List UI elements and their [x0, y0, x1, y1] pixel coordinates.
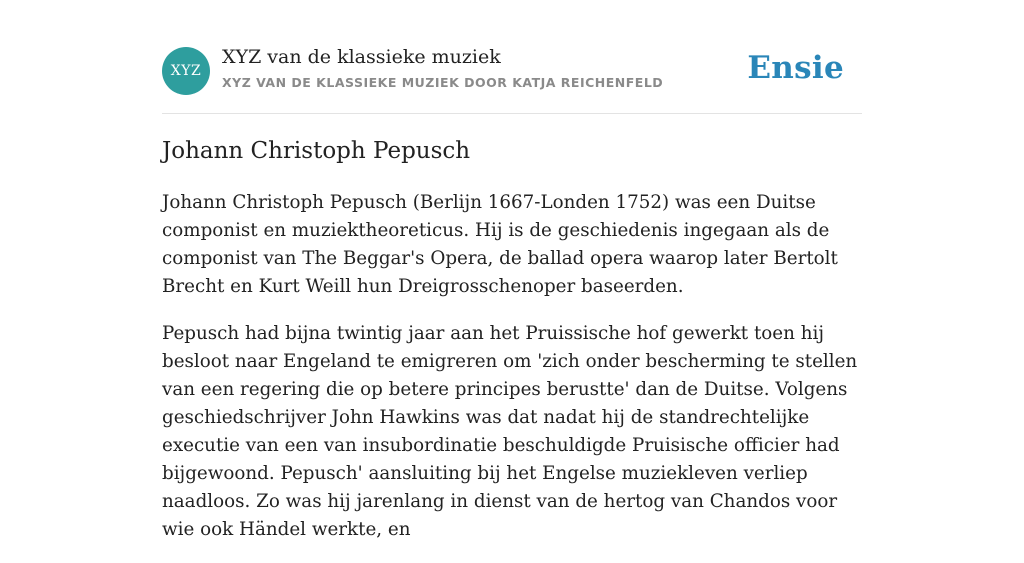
article-paragraph: Pepusch had bijna twintig jaar aan het Pruissische hof gewerkt toen hij besloot naar Engeland te emigreren om 'zich onder bescherming te stellen van een regering die op betere principes berustte' dan de Duitse. Volgens geschiedschrijver John Hawkins was dat nadat hij de standrechtelijke executie van een van insubordinatie beschuldigde Pruisische officier had bijgewoond. Pepusch' aansluiting bij het Engelse muziekleven verliep naadloos. Zo was hij jarenlang in dienst van de hertog van Chandos voor wie ook Händel werkte, en — [162, 323, 858, 540]
article-body — [162, 189, 862, 563]
article-paragraph: Johann Christoph Pepusch (Berlijn 1667-Londen 1752) was een Duitse componist en muziektheoreticus. Hij is de geschiedenis ingegaan als de componist van The Beggar's Opera, de ballad opera waarop later Bertolt Brecht en Kurt Weill hun Dreigrosschenoper baseerden. — [162, 192, 838, 297]
publication-subtitle[interactable]: XYZ VAN DE KLASSIEKE MUZIEK DOOR KATJA REICHENFELD — [222, 75, 664, 90]
publication-avatar[interactable]: XYZ — [162, 47, 210, 95]
article-title: Johann Christoph Pepusch — [162, 138, 471, 164]
publication-header — [162, 0, 862, 114]
ensie-logo[interactable]: Ensie — [747, 50, 844, 86]
content-container — [162, 0, 862, 540]
publication-title[interactable]: XYZ van de klassieke muziek — [222, 46, 501, 68]
